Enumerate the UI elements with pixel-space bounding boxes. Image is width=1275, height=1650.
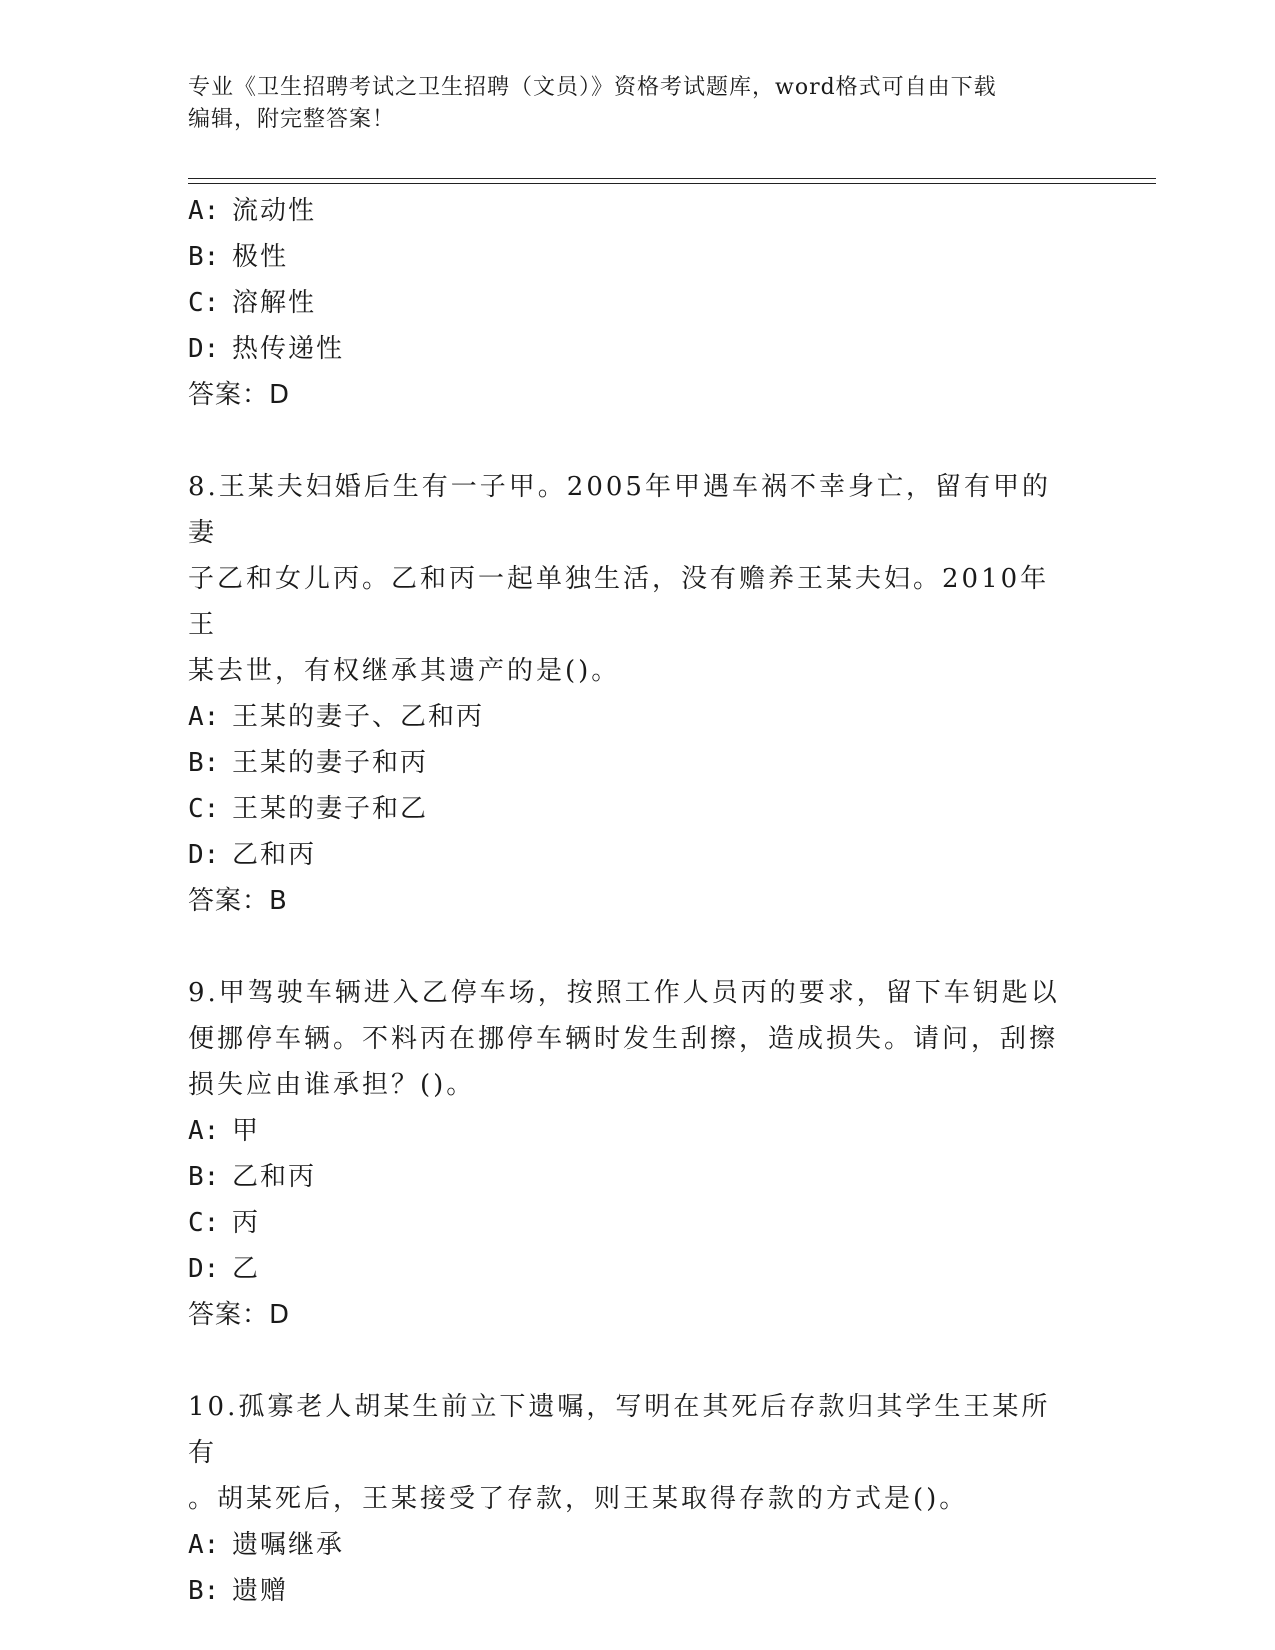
option-text: 乙和丙 <box>232 840 317 870</box>
question-line: 10.孤寡老人胡某生前立下遗嘱，写明在其死后存款归其学生王某所有 <box>188 1392 1051 1468</box>
option-letter: C: <box>188 794 220 824</box>
option-text: 乙和丙 <box>232 1162 317 1192</box>
option-letter: B: <box>188 242 220 272</box>
question-text <box>188 1384 1068 1522</box>
option-text: 王某的妻子、乙和丙 <box>232 702 485 732</box>
option-letter: A: <box>188 702 220 732</box>
option-b <box>188 740 1078 786</box>
option-d <box>188 1246 1078 1292</box>
answer-line: 答案：D <box>188 380 291 410</box>
option-c <box>188 1200 1078 1246</box>
option-text: 热传递性 <box>232 334 345 364</box>
option-letter: C: <box>188 288 220 318</box>
option-letter: A: <box>188 1530 220 1560</box>
option-a <box>188 1108 1078 1154</box>
option-letter: B: <box>188 1162 220 1192</box>
option-c <box>188 786 1078 832</box>
option-d <box>188 326 1078 372</box>
question-9-block <box>188 970 1078 1338</box>
option-text: 王某的妻子和乙 <box>232 794 429 824</box>
header-line-1: 专业《卫生招聘考试之卫生招聘（文员）》资格考试题库，word格式可自由下载 <box>188 75 997 100</box>
option-text: 溶解性 <box>232 288 317 318</box>
option-text: 极性 <box>232 242 289 272</box>
option-b <box>188 1568 1078 1614</box>
option-letter: D: <box>188 840 220 870</box>
question-line: 。胡某死后，王某接受了存款，则王某取得存款的方式是()。 <box>188 1484 969 1514</box>
option-letter: A: <box>188 196 220 226</box>
question-list <box>188 188 1078 1614</box>
option-text: 遗嘱继承 <box>232 1530 345 1560</box>
question-line: 某去世，有权继承其遗产的是()。 <box>188 656 621 686</box>
option-b <box>188 234 1078 280</box>
question-text <box>188 970 1068 1108</box>
document-header <box>188 72 1068 136</box>
spacer <box>188 418 1078 464</box>
answer-line: 答案：D <box>188 1300 291 1330</box>
option-a <box>188 1522 1078 1568</box>
option-letter: D: <box>188 1254 220 1284</box>
header-divider <box>188 178 1156 184</box>
header-line-2: 编辑，附完整答案！ <box>188 107 396 132</box>
question-8-block <box>188 464 1078 924</box>
question-10-block <box>188 1384 1078 1614</box>
option-b <box>188 1154 1078 1200</box>
option-a <box>188 694 1078 740</box>
option-c <box>188 280 1078 326</box>
option-letter: B: <box>188 748 220 778</box>
spacer <box>188 1338 1078 1384</box>
option-letter: A: <box>188 1116 220 1146</box>
question-line: 子乙和女儿丙。乙和丙一起单独生活，没有赡养王某夫妇。2010年王 <box>188 564 1050 640</box>
option-letter: C: <box>188 1208 220 1238</box>
option-letter: B: <box>188 1576 220 1606</box>
option-d <box>188 832 1078 878</box>
option-text: 乙 <box>232 1254 261 1284</box>
option-text: 王某的妻子和丙 <box>232 748 429 778</box>
question-line: 损失应由谁承担？()。 <box>188 1070 476 1100</box>
option-text: 丙 <box>232 1208 261 1238</box>
option-text: 流动性 <box>232 196 317 226</box>
question-text <box>188 464 1068 694</box>
option-letter: D: <box>188 334 220 364</box>
question-7-block <box>188 188 1078 418</box>
question-line: 9.甲驾驶车辆进入乙停车场，按照工作人员丙的要求，留下车钥匙以 <box>188 978 1060 1008</box>
option-a <box>188 188 1078 234</box>
spacer <box>188 924 1078 970</box>
option-text: 遗赠 <box>232 1576 289 1606</box>
option-text: 甲 <box>232 1116 261 1146</box>
question-line: 8.王某夫妇婚后生有一子甲。2005年甲遇车祸不幸身亡，留有甲的妻 <box>188 472 1051 548</box>
answer-line: 答案：B <box>188 886 288 916</box>
question-line: 便挪停车辆。不料丙在挪停车辆时发生刮擦，造成损失。请问，刮擦 <box>188 1024 1059 1054</box>
